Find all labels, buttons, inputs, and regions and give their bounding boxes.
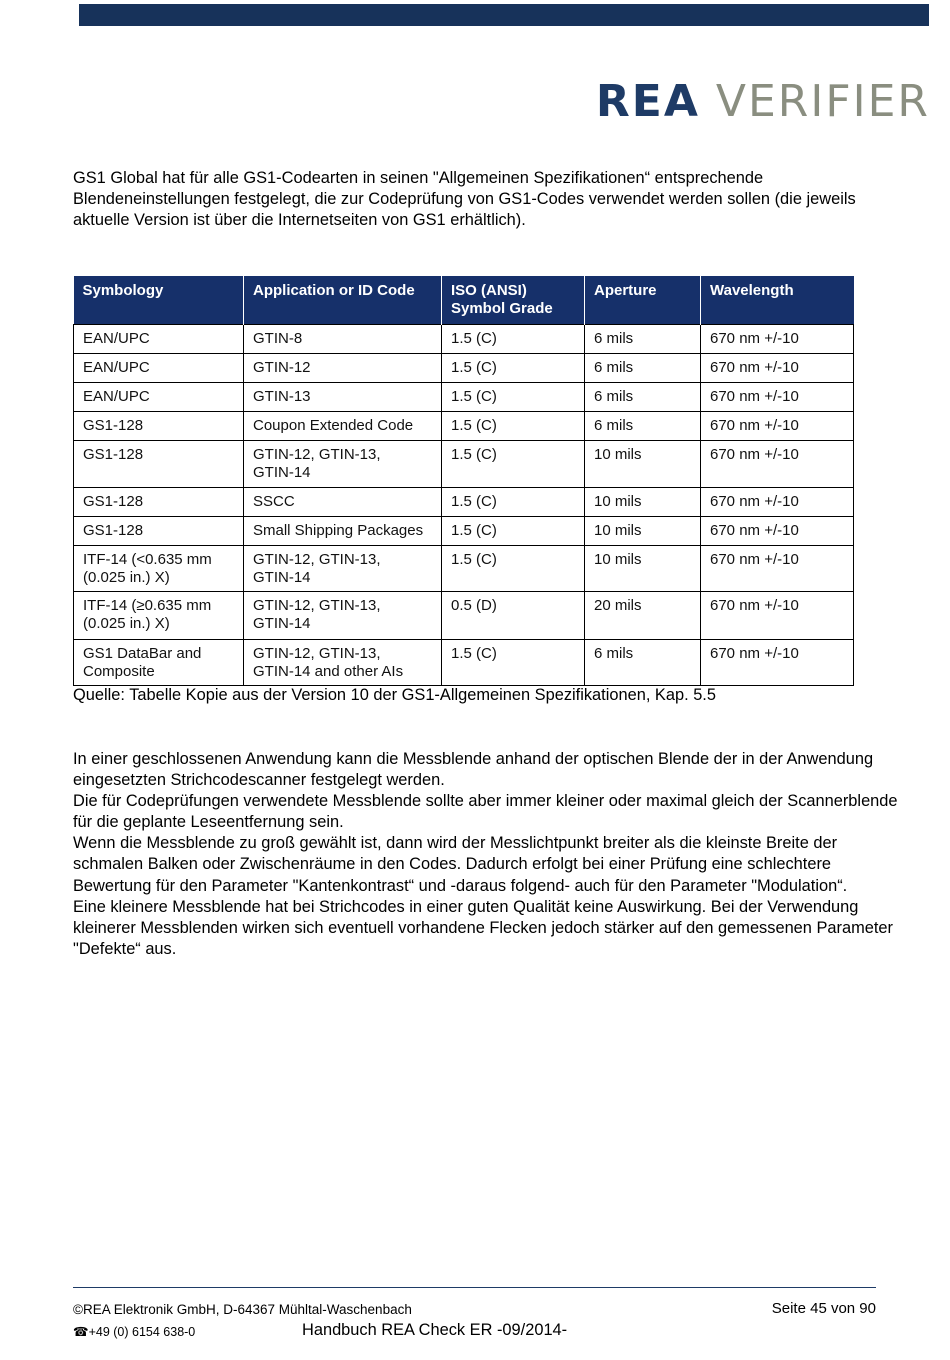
table-header-row [74, 276, 854, 325]
logo-brand: REA [595, 76, 700, 127]
cell-aperture: 10 mils [585, 488, 701, 517]
cell-symbology: GS1-128 [74, 517, 244, 546]
table-row [74, 592, 854, 640]
footer-phone [73, 1324, 195, 1340]
table-row [74, 325, 854, 354]
header-aperture: Aperture [585, 276, 701, 325]
cell-application: GTIN-12, GTIN-13, GTIN-14 [244, 592, 442, 640]
cell-grade: 0.5 (D) [442, 592, 585, 640]
cell-aperture: 10 mils [585, 441, 701, 488]
table-row [74, 517, 854, 546]
cell-aperture: 6 mils [585, 383, 701, 412]
cell-symbology: GS1-128 [74, 441, 244, 488]
cell-application: GTIN-12 [244, 354, 442, 383]
cell-grade: 1.5 (C) [442, 517, 585, 546]
cell-application: Small Shipping Packages [244, 517, 442, 546]
body-paragraph: Wenn die Messblende zu groß gewählt ist, dann wird der Messlichtpunkt breiter als die kleinste Breite der schmalen Balken oder Zwischenräume in den Codes. Dadurch erfolgt bei einer Prüfung eine schlechtere Bewertung für den Parameter "Kantenkontrast“ und -daraus folgend- auch für den Parameter "Modulation“. [73, 834, 848, 895]
table-row [74, 412, 854, 441]
table-row [74, 640, 854, 686]
cell-grade: 1.5 (C) [442, 546, 585, 592]
cell-grade: 1.5 (C) [442, 354, 585, 383]
cell-grade: 1.5 (C) [442, 488, 585, 517]
header-application: Application or ID Code [244, 276, 442, 325]
cell-wavelength: 670 nm +/-10 [701, 383, 854, 412]
body-paragraph: Die für Codeprüfungen verwendete Messblende sollte aber immer kleiner oder maximal gleich der Scannerblende für die geplante Leseentfernung sein. [73, 792, 898, 832]
footer-page-number: Seite 45 von 90 [771, 1300, 876, 1317]
cell-aperture: 10 mils [585, 517, 701, 546]
cell-symbology: EAN/UPC [74, 325, 244, 354]
table-row [74, 546, 854, 592]
cell-aperture: 6 mils [585, 412, 701, 441]
footer-phone-number: +49 (0) 6154 638-0 [88, 1325, 196, 1339]
cell-aperture: 20 mils [585, 592, 701, 640]
cell-application: GTIN-8 [244, 325, 442, 354]
cell-aperture: 10 mils [585, 546, 701, 592]
header-symbol-grade: ISO (ANSI) Symbol Grade [442, 276, 585, 325]
phone-icon: ☎ [73, 1324, 89, 1339]
cell-wavelength: 670 nm +/-10 [701, 441, 854, 488]
table-row [74, 354, 854, 383]
cell-symbology: ITF-14 (≥0.635 mm (0.025 in.) X) [74, 592, 244, 640]
cell-symbology: GS1 DataBar and Composite [74, 640, 244, 686]
table-row [74, 383, 854, 412]
rea-verifier-logo [596, 76, 930, 128]
cell-grade: 1.5 (C) [442, 640, 585, 686]
cell-aperture: 6 mils [585, 354, 701, 383]
cell-wavelength: 670 nm +/-10 [701, 640, 854, 686]
cell-application: GTIN-12, GTIN-13, GTIN-14 and other AIs [244, 640, 442, 686]
cell-wavelength: 670 nm +/-10 [701, 488, 854, 517]
cell-grade: 1.5 (C) [442, 441, 585, 488]
cell-wavelength: 670 nm +/-10 [701, 354, 854, 383]
cell-wavelength: 670 nm +/-10 [701, 546, 854, 592]
cell-wavelength: 670 nm +/-10 [701, 592, 854, 640]
cell-wavelength: 670 nm +/-10 [701, 325, 854, 354]
cell-grade: 1.5 (C) [442, 383, 585, 412]
cell-application: GTIN-12, GTIN-13, GTIN-14 [244, 441, 442, 488]
cell-symbology: GS1-128 [74, 412, 244, 441]
cell-application: GTIN-13 [244, 383, 442, 412]
footer-copyright: ©REA Elektronik GmbH, D-64367 Mühltal-Waschenbach [73, 1302, 412, 1317]
table-source-caption: Quelle: Tabelle Kopie aus der Version 10 der GS1-Allgemeinen Spezifikationen, Kap. 5.5 [73, 686, 716, 704]
cell-symbology: EAN/UPC [74, 354, 244, 383]
cell-aperture: 6 mils [585, 640, 701, 686]
cell-symbology: ITF-14 (<0.635 mm (0.025 in.) X) [74, 546, 244, 592]
cell-application: SSCC [244, 488, 442, 517]
aperture-spec-table [73, 276, 854, 686]
body-paragraph: In einer geschlossenen Anwendung kann die Messblende anhand der optischen Blende der in der Anwendung eingesetzten Strichcodescanner festgelegt werden. [73, 750, 874, 790]
cell-application: Coupon Extended Code [244, 412, 442, 441]
header-bar [79, 4, 929, 26]
cell-grade: 1.5 (C) [442, 412, 585, 441]
footer-divider [73, 1287, 876, 1288]
header-symbology: Symbology [74, 276, 244, 325]
cell-wavelength: 670 nm +/-10 [701, 412, 854, 441]
footer-document-title: Handbuch REA Check ER -09/2014- [302, 1321, 568, 1339]
header-wavelength: Wavelength [701, 276, 854, 325]
cell-wavelength: 670 nm +/-10 [701, 517, 854, 546]
table-row [74, 441, 854, 488]
logo-product: VERIFIER [715, 76, 930, 127]
body-text [73, 749, 903, 960]
cell-symbology: EAN/UPC [74, 383, 244, 412]
body-paragraph: Eine kleinere Messblende hat bei Strichcodes in einer guten Qualität keine Auswirkung. Bei der Verwendung kleinerer Messblenden wirken sich eventuell vorhandene Flecken jedoch stärker auf den gemessenen Parameter "Defekte“ aus. [73, 897, 893, 958]
table-row [74, 488, 854, 517]
cell-application: GTIN-12, GTIN-13, GTIN-14 [244, 546, 442, 592]
cell-aperture: 6 mils [585, 325, 701, 354]
intro-paragraph: GS1 Global hat für alle GS1-Codearten in seinen "Allgemeinen Spezifikationen“ entsprechende Blendeneinstellungen festgelegt, die zur Codeprüfung von GS1-Codes verwendet werden sollen (die jeweils aktuelle Version ist über die Internetseiten von GS1 erhältlich). [73, 169, 856, 230]
cell-symbology: GS1-128 [74, 488, 244, 517]
cell-grade: 1.5 (C) [442, 325, 585, 354]
